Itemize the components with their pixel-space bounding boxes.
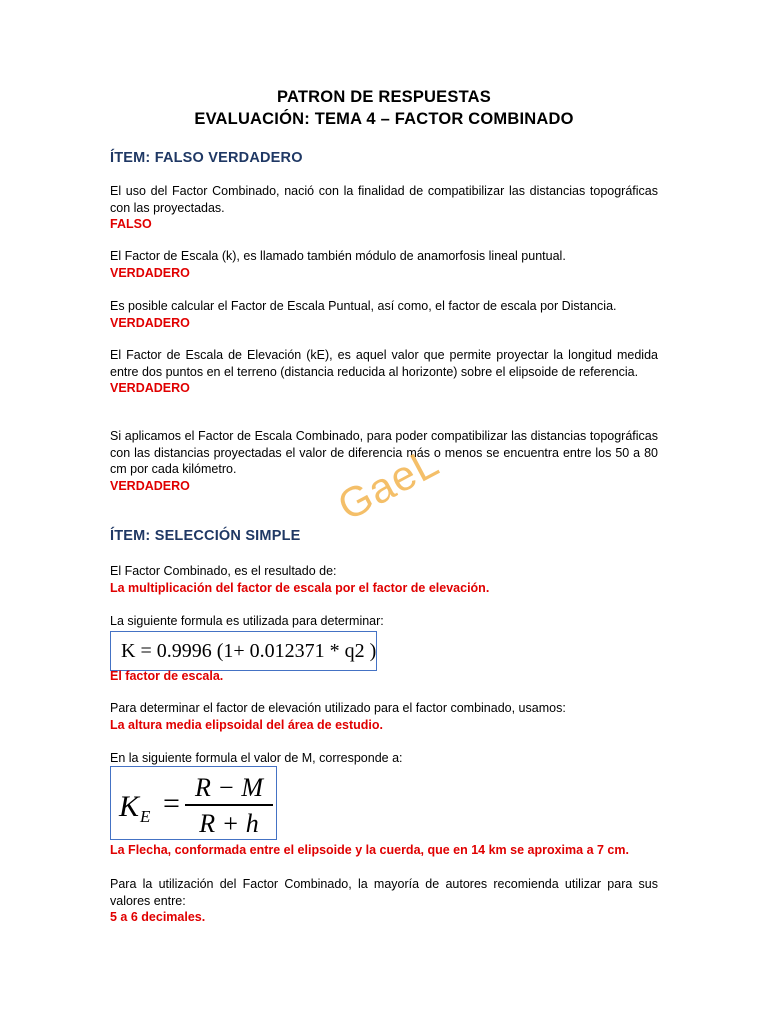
question-item (110, 347, 658, 397)
question-item (110, 563, 658, 596)
formula-lhs-subscript: E (140, 807, 151, 826)
answer-item (110, 668, 658, 685)
watermark-text: GaeL (330, 437, 447, 530)
question-text: Para la utilización del Factor Combinado, la mayoría de autores recomienda utilizar para sus valores entre: (110, 877, 658, 908)
formula-lhs-main: K (119, 790, 140, 823)
question-text: El Factor Combinado, es el resultado de: (110, 564, 337, 578)
answer-text: 5 a 6 decimales. (110, 910, 206, 924)
document-subtitle: EVALUACIÓN: TEMA 4 – FACTOR COMBINADO (194, 110, 574, 128)
question-text: Es posible calcular el Factor de Escala Puntual, así como, el factor de escala por Distancia. (110, 299, 617, 313)
question-text: El Factor de Escala (k), es llamado también módulo de anamorfosis lineal puntual. (110, 249, 566, 263)
section-heading-single-selection: ÍTEM: SELECCIÓN SIMPLE (110, 528, 301, 544)
question-item (110, 876, 658, 926)
question-item (110, 183, 658, 233)
question-text: Si aplicamos el Factor de Escala Combinado, para poder compatibilizar las distancias topográficas con las distancias proyectadas el valor de diferencia más o menos se encuentra entre los 50 a 80 cm por cada kilómetro. (110, 429, 658, 476)
formula-equals: = (163, 787, 180, 820)
answer-text: VERDADERO (110, 265, 190, 280)
formula-scale-factor: K = 0.9996 (1+ 0.012371 * q2 ) (110, 631, 377, 671)
formula-denominator: R + h (199, 809, 259, 838)
question-item (110, 248, 658, 281)
question-text: La siguiente formula es utilizada para determinar: (110, 614, 384, 628)
answer-text: El factor de escala. (110, 669, 224, 683)
answer-text: La multiplicación del factor de escala por el factor de elevación. (110, 580, 490, 595)
document-title: PATRON DE RESPUESTAS (277, 88, 491, 106)
answer-item (110, 842, 658, 859)
answer-text: La Flecha, conformada entre el elipsoide y la cuerda, que en 14 km se aproxima a 7 cm. (110, 843, 629, 857)
section-heading-true-false: ÍTEM: FALSO VERDADERO (110, 150, 303, 166)
question-text: El uso del Factor Combinado, nació con la finalidad de compatibilizar las distancias topográficas con las proyectadas. (110, 184, 658, 215)
answer-text: VERDADERO (110, 381, 190, 395)
question-item (110, 298, 658, 331)
question-item (110, 700, 658, 733)
answer-text: La altura media elipsoidal del área de estudio. (110, 717, 384, 732)
formula-elevation-factor (110, 766, 277, 840)
answer-text: VERDADERO (110, 478, 190, 493)
question-item (110, 613, 658, 630)
answer-text: FALSO (110, 217, 152, 231)
question-item (110, 750, 658, 767)
question-text: Para determinar el factor de elevación utilizado para el factor combinado, usamos: (110, 701, 566, 715)
formula-numerator: R − M (194, 773, 264, 802)
answer-text: VERDADERO (110, 315, 190, 330)
question-text: En la siguiente formula el valor de M, corresponde a: (110, 751, 403, 765)
question-text: El Factor de Escala de Elevación (kE), es aquel valor que permite proyectar la longitud medida entre dos puntos en el terreno (distancia reducida al horizonte) sobre el elipsoide de referencia. (110, 348, 658, 379)
